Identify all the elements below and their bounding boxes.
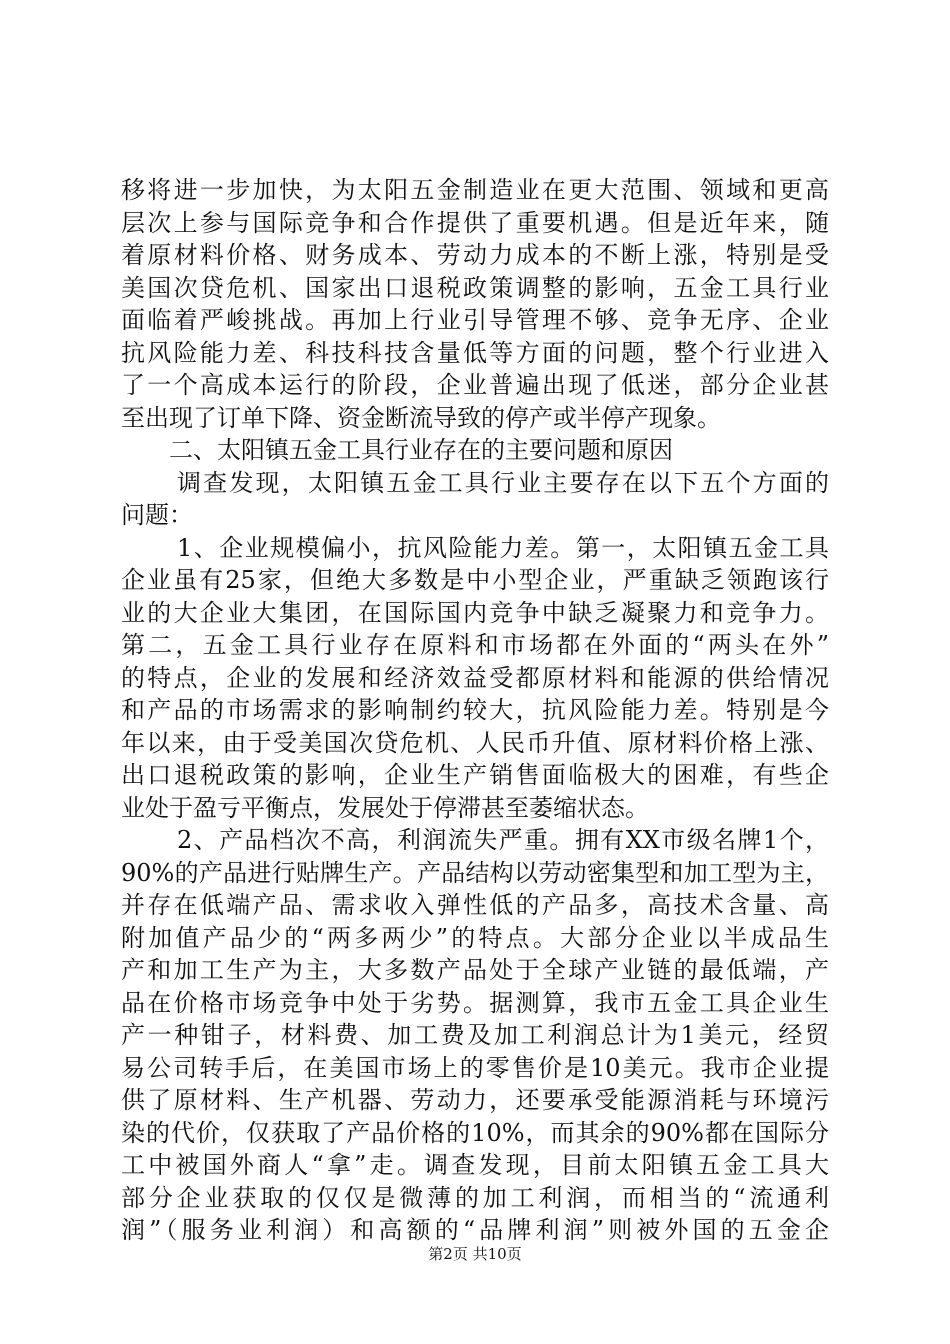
text-line: 工中被国外商人“拿”走。调查发现，目前太阳镇五金工具大 [121, 1151, 829, 1179]
text-line: 第二，五金工具行业存在原料和市场都在外面的“两头在外” [121, 631, 829, 659]
text-line: 层次上参与国际竞争和合作提供了重要机遇。但是近年来，随 [121, 208, 829, 237]
text-line: 2、产品档次不高，利润流失严重。拥有XX市级名牌1个， [177, 826, 829, 854]
text-line: 美国次贷危机、国家出口退税政策调整的影响，五金工具行业 [121, 273, 829, 302]
text-line: 着原材料价格、财务成本、劳动力成本的不断上涨，特别是受 [121, 241, 829, 269]
text-line: 了一个高成本运行的阶段，企业普遍出现了低迷，部分企业甚 [121, 371, 829, 399]
text-line: 90%的产品进行贴牌生产。产品结构以劳动密集型和加工型为主， [121, 858, 829, 887]
text-line: 业处于盈亏平衡点，发展处于停滞甚至萎缩状态。 [121, 793, 649, 822]
text-line: 出口退税政策的影响，企业生产销售面临极大的困难，有些企 [121, 761, 829, 789]
text-line: 易公司转手后，在美国市场上的零售价是10美元。我市企业提 [121, 1053, 829, 1082]
text-line: 供了原材料、生产机器、劳动力，还要承受能源消耗与环境污 [121, 1086, 829, 1114]
text-line: 至出现了订单下降、资金断流导致的停产或半停产现象。 [121, 403, 721, 432]
text-line: 附加值产品少的“两多两少”的特点。大部分企业以半成品生 [121, 923, 829, 952]
text-line: 品在价格市场竞争中处于劣势。据测算，我市五金工具企业生 [121, 988, 829, 1017]
text-line: 产一种钳子，材料费、加工费及加工利润总计为1美元，经贸 [121, 1021, 829, 1049]
text-line: 问题： [121, 501, 193, 529]
text-line: 面临着严峻挑战。再加上行业引导管理不够、竞争无序、企业 [121, 306, 829, 334]
text-line: 移将进一步加快，为太阳五金制造业在更大范围、领域和更高 [121, 176, 829, 204]
section-heading: 二、太阳镇五金工具行业存在的主要问题和原因 [169, 436, 673, 464]
text-line: 抗风险能力差、科技科技含量低等方面的问题，整个行业进入 [121, 338, 829, 367]
text-line: 和产品的市场需求的影响制约较大，抗风险能力差。特别是今 [121, 696, 829, 724]
text-line: 润”（服务业利润）和高额的“品牌利润”则被外国的五金企 [121, 1216, 829, 1244]
text-line: 并存在低端产品、需求收入弹性低的产品多，高技术含量、高 [121, 891, 829, 919]
text-line: 的特点，企业的发展和经济效益受都原材料和能源的供给情况 [121, 663, 829, 692]
text-line: 产和加工生产为主，大多数产品处于全球产业链的最低端，产 [121, 956, 829, 984]
text-line: 企业虽有25家，但绝大多数是中小型企业，严重缺乏领跑该行 [121, 566, 829, 594]
text-line: 调查发现，太阳镇五金工具行业主要存在以下五个方面的 [177, 468, 829, 497]
document-body [121, 174, 829, 1247]
text-line: 染的代价，仅获取了产品价格的10%，而其余的90%都在国际分 [121, 1118, 829, 1147]
text-line: 年以来，由于受美国次贷危机、人民币升值、原材料价格上涨、 [121, 728, 829, 757]
page-footer: 第2页 共10页 [428, 1245, 522, 1263]
text-line: 部分企业获取的仅仅是微薄的加工利润，而相当的“流通利 [121, 1183, 829, 1212]
text-line: 业的大企业大集团，在国际国内竞争中缺乏凝聚力和竞争力。 [121, 598, 829, 627]
text-line: 1、企业规模偏小，抗风险能力差。第一，太阳镇五金工具 [177, 533, 829, 562]
